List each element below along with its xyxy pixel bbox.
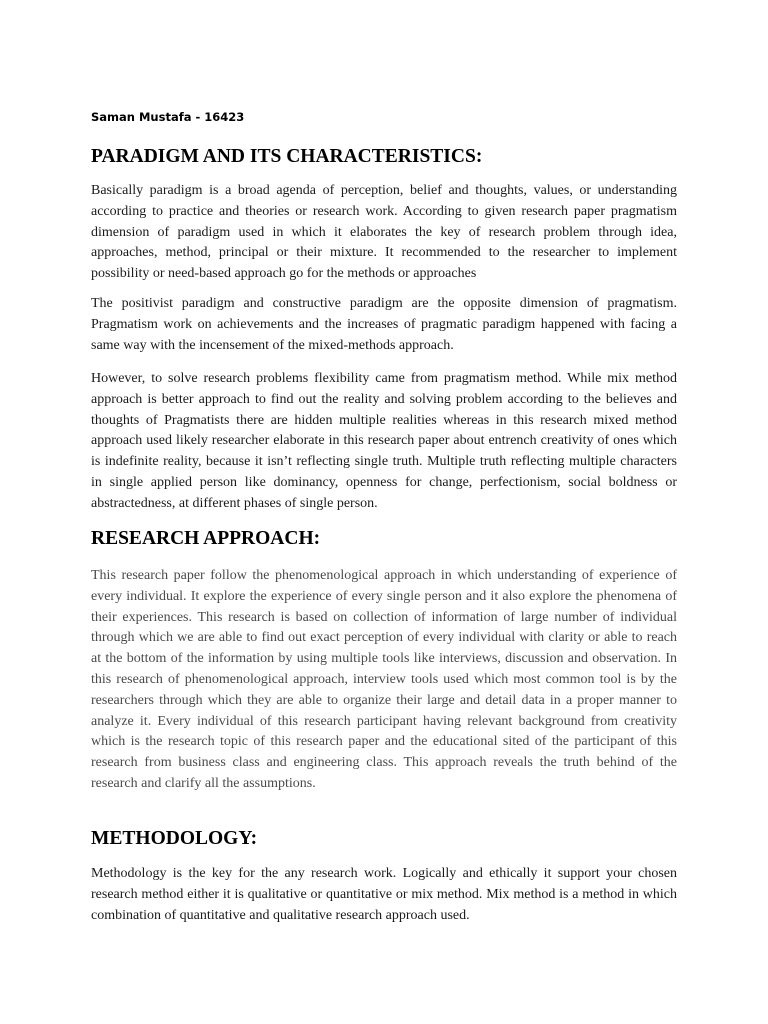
- paragraph-paradigm-definition: Basically paradigm is a broad agenda of perception, belief and thoughts, values, or understanding according to practice and theories or research work. According to given research paper pragmatism dimension of paradigm used in which it elaborates the key of research problem through idea, approaches, method, principal or their mixture. It recommended to the researcher to implement possibility or need-based approach go for the methods or approaches: [91, 183, 677, 282]
- paragraph-pragmatism-method: However, to solve research problems flexibility came from pragmatism method. While mix method approach is better approach to find out the reality and solving problem according to the believes and thoughts of Pragmatists there are hidden multiple realities whereas in this research mixed method approach used likely researcher elaborate in this research paper about entrench creativity of ones which is indefinite reality, because it isn’t reflecting single truth. Multiple truth reflecting multiple characters in single applied person like dominancy, openness for change, perfectionism, social boldness or abstractedness, at different phases of single person.: [91, 371, 677, 511]
- author-line: Saman Mustafa - 16423: [91, 110, 245, 124]
- heading-methodology: METHODOLOGY:: [91, 828, 258, 849]
- paragraph-research-approach: This research paper follow the phenomenological approach in which understanding of experience of every individual. It explore the experience of every single person and it also explore the phenomena of their experiences. This research is based on collection of information of large number of individual through which we are able to find out exact perception of every individual with clarity or able to reach at the bottom of the information by using multiple tools like interviews, discussion and observation. In this research of phenomenological approach, interview tools used which most common tool is by the researchers through which they are able to organize their large and detail data in a proper manner to analyze it. Every individual of this research participant having relevant background from creativity which is the research topic of this research paper and the educational sited of the participant of this research from business class and engineering class. This approach reveals the truth behind of the research and clarify all the assumptions.: [91, 568, 677, 791]
- heading-paradigm: PARADIGM AND ITS CHARACTERISTICS:: [91, 146, 483, 167]
- paragraph-methodology: Methodology is the key for the any research work. Logically and ethically it support your chosen research method either it is qualitative or quantitative or mix method. Mix method is a method in which combination of quantitative and qualitative research approach used.: [91, 866, 677, 923]
- heading-research-approach: RESEARCH APPROACH:: [91, 528, 321, 549]
- paragraph-positivist-paradigm: The positivist paradigm and constructive paradigm are the opposite dimension of pragmatism. Pragmatism work on achievements and the increases of pragmatic paradigm happened with facing a same way with the incensement of the mixed-methods approach.: [91, 296, 677, 353]
